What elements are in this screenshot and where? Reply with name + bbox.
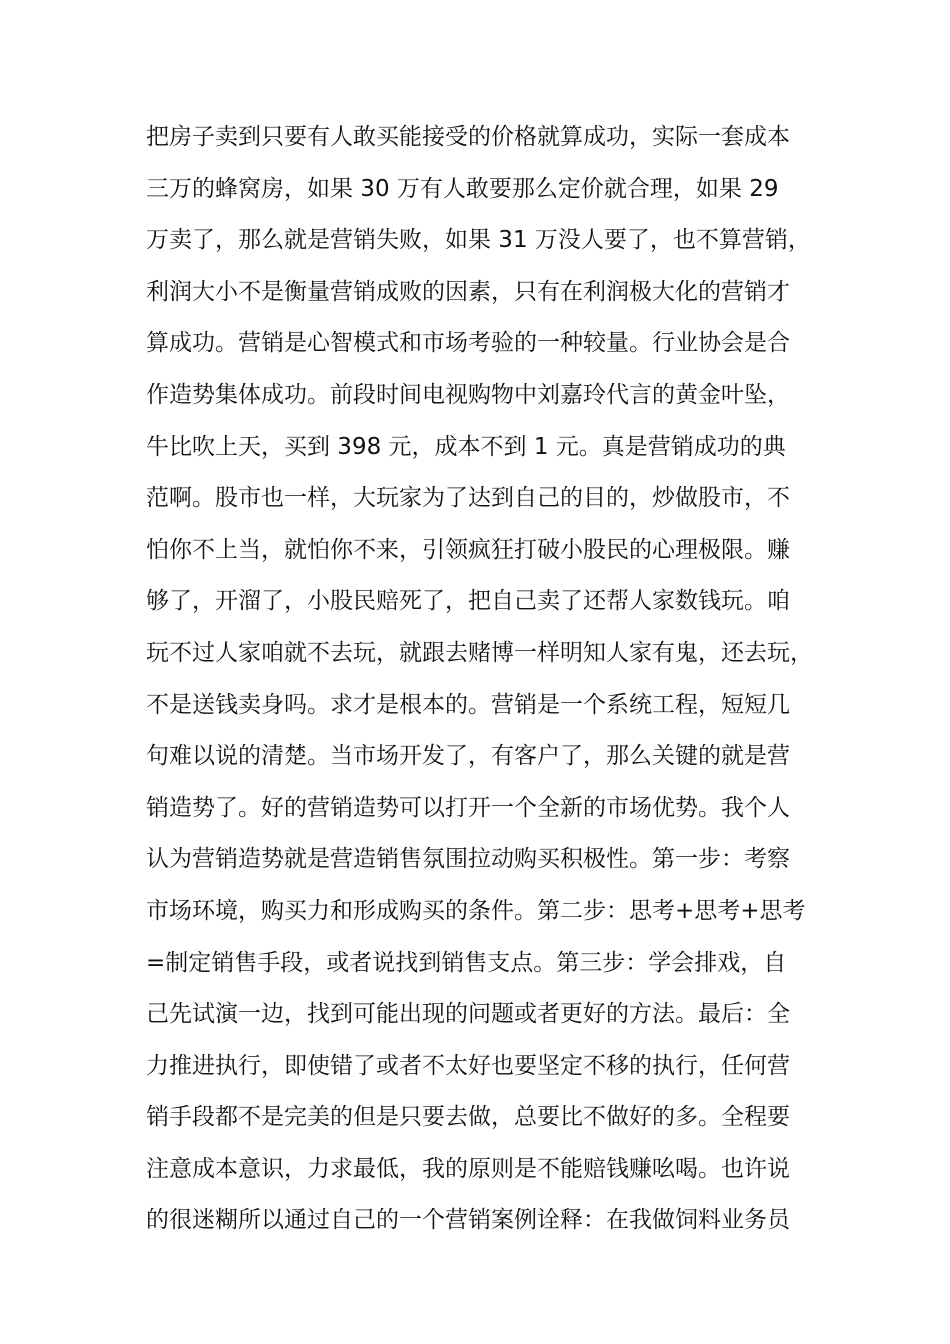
text-line: 利润大小不是衡量营销成败的因素，只有在利润极大化的营销才 [146, 278, 790, 305]
text-line: 算成功。营销是心智模式和市场考验的一种较量。行业协会是合 [146, 330, 790, 357]
text-line: 怕你不上当，就怕你不来，引领疯狂打破小股民的心理极限。赚 [146, 536, 790, 563]
text-line: 不是送钱卖身吗。求才是根本的。营销是一个系统工程，短短几 [146, 691, 790, 718]
text-line: 的很迷糊所以通过自己的一个营销案例诠释：在我做饲料业务员 [146, 1207, 790, 1234]
body-text [146, 114, 818, 1249]
text-line: 万卖了，那么就是营销失败，如果 31 万没人要了，也不算营销， [146, 227, 811, 254]
text-line: 够了，开溜了，小股民赔死了，把自己卖了还帮人家数钱玩。咱 [146, 588, 790, 615]
text-line: 句难以说的清楚。当市场开发了，有客户了，那么关键的就是营 [146, 743, 790, 770]
text-line: 市场环境，购买力和形成购买的条件。第二步：思考+思考+思考 [146, 897, 806, 924]
text-line: 销造势了。好的营销造势可以打开一个全新的市场优势。我个人 [146, 794, 790, 821]
text-line: 把房子卖到只要有人敢买能接受的价格就算成功，实际一套成本 [146, 124, 790, 150]
text-line: 玩不过人家咱就不去玩，就跟去赌博一样明知人家有鬼，还去玩， [146, 639, 813, 666]
text-line: 注意成本意识，力求最低，我的原则是不能赔钱赚吆喝。也许说 [146, 1155, 790, 1182]
text-line: 销手段都不是完美的但是只要去做，总要比不做好的多。全程要 [146, 1104, 790, 1131]
text-line: 力推进执行，即使错了或者不太好也要坚定不移的执行，任何营 [146, 1052, 790, 1079]
text-line: 三万的蜂窝房，如果 30 万有人敢要那么定价就合理，如果 29 [146, 175, 779, 202]
text-line: 己先试演一边，找到可能出现的问题或者更好的方法。最后：全 [146, 1001, 790, 1028]
text-line: 范啊。股市也一样，大玩家为了达到自己的目的，炒做股市，不 [146, 485, 790, 512]
text-line: 认为营销造势就是营造销售氛围拉动购买积极性。第一步：考察 [146, 846, 790, 873]
text-line: 作造势集体成功。前段时间电视购物中刘嘉玲代言的黄金叶坠， [146, 381, 790, 408]
text-line: =制定销售手段，或者说找到销售支点。第三步：学会排戏，自 [146, 949, 787, 976]
text-line: 牛比吹上天，买到 398 元，成本不到 1 元。真是营销成功的典 [146, 433, 786, 460]
